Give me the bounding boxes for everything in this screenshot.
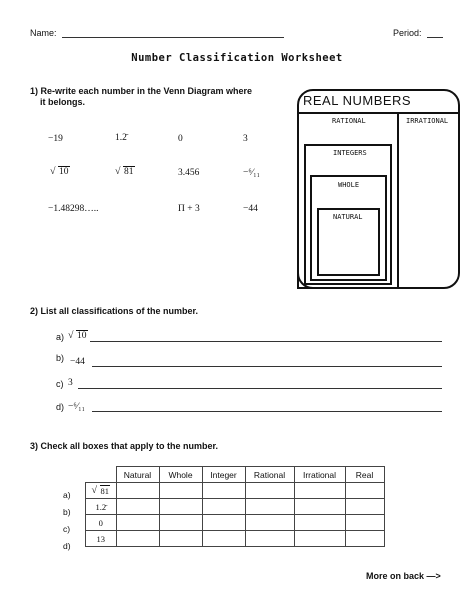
- column-header: Natural: [116, 467, 159, 483]
- check-cell[interactable]: [202, 499, 245, 515]
- radicand: 81: [124, 167, 134, 177]
- row-value: 13: [86, 531, 117, 547]
- q1-number: 1.2̄: [115, 133, 127, 143]
- check-cell[interactable]: [159, 483, 202, 499]
- table-row: [86, 515, 385, 531]
- q2-answer-line-a[interactable]: [90, 341, 442, 342]
- check-cell[interactable]: [116, 531, 159, 547]
- check-cell[interactable]: [345, 483, 384, 499]
- venn-integers-label: INTEGERS: [333, 149, 367, 157]
- column-header: Rational: [245, 467, 294, 483]
- table-row: [86, 499, 385, 515]
- check-cell[interactable]: [202, 483, 245, 499]
- q1-prompt-line1: 1) Re-write each number in the Venn Diagram where: [30, 86, 253, 96]
- q2-value: −44: [70, 357, 85, 367]
- page-title: Number Classification Worksheet: [131, 52, 343, 64]
- classification-table: [85, 466, 385, 547]
- check-cell[interactable]: [294, 499, 345, 515]
- row-value: 1.2̄: [86, 499, 117, 515]
- name-field[interactable]: [62, 37, 284, 38]
- q1-number: √ 81: [115, 166, 134, 177]
- venn-natural-label: NATURAL: [333, 213, 363, 221]
- q3-row-letter: c): [63, 524, 71, 534]
- check-cell[interactable]: [294, 483, 345, 499]
- check-cell[interactable]: [159, 499, 202, 515]
- check-cell[interactable]: [345, 531, 384, 547]
- name-label: Name:: [30, 28, 57, 38]
- q2-answer-line-c[interactable]: [78, 388, 442, 389]
- column-header: Integer: [202, 467, 245, 483]
- check-cell[interactable]: [245, 531, 294, 547]
- q1-number: −44: [243, 204, 258, 214]
- check-cell[interactable]: [116, 499, 159, 515]
- check-cell[interactable]: [159, 515, 202, 531]
- q2-answer-line-b[interactable]: [92, 366, 442, 367]
- check-cell[interactable]: [159, 531, 202, 547]
- q1-number: −1.48298…..: [48, 204, 99, 214]
- radicand: 10: [59, 167, 69, 177]
- q2-value: √ 10: [68, 330, 87, 341]
- q2-letter: c): [56, 379, 64, 389]
- radicand: 10: [77, 331, 87, 341]
- check-cell[interactable]: [345, 515, 384, 531]
- venn-whole-label: WHOLE: [338, 181, 360, 189]
- row-value: 0: [86, 515, 117, 531]
- check-cell[interactable]: [245, 483, 294, 499]
- column-header: Real: [345, 467, 384, 483]
- radicand: 81: [100, 485, 109, 496]
- q3-row-letter: a): [63, 490, 71, 500]
- table-row: [86, 531, 385, 547]
- q2-letter: d): [56, 402, 65, 412]
- check-cell[interactable]: [116, 483, 159, 499]
- q3-prompt: 3) Check all boxes that apply to the number.: [30, 441, 219, 451]
- check-cell[interactable]: [294, 515, 345, 531]
- column-header: Whole: [159, 467, 202, 483]
- venn-irrational-label: IRRATIONAL: [406, 117, 449, 125]
- q3-row-letters: [63, 487, 71, 555]
- check-cell[interactable]: [202, 515, 245, 531]
- q1-number: 0: [178, 134, 183, 144]
- q3-row-letter: b): [63, 507, 71, 517]
- check-cell[interactable]: [116, 515, 159, 531]
- period-label: Period:: [393, 28, 422, 38]
- q2-letter: b): [56, 353, 65, 363]
- check-cell[interactable]: [294, 531, 345, 547]
- check-cell[interactable]: [245, 515, 294, 531]
- column-header: Irrational: [294, 467, 345, 483]
- table-row: [86, 483, 385, 499]
- venn-title: REAL NUMBERS: [303, 93, 412, 108]
- q2-value: −⁶⁄₁₁: [68, 402, 85, 412]
- q1-number: √ 10: [50, 166, 69, 177]
- q3-row-letter: d): [63, 541, 71, 551]
- q1-number: −19: [48, 134, 63, 144]
- q2-prompt: 2) List all classifications of the number.: [30, 306, 199, 316]
- q2-value: 3: [68, 378, 73, 388]
- q1-prompt-line2: it belongs.: [40, 97, 85, 107]
- table-header-row: [86, 467, 385, 483]
- q1-number: 3: [243, 134, 248, 144]
- q2-answer-line-d[interactable]: [92, 411, 442, 412]
- check-cell[interactable]: [202, 531, 245, 547]
- row-value: √ 81: [86, 483, 117, 499]
- q1-number: 3.456: [178, 168, 200, 178]
- venn-rational-label: RATIONAL: [332, 117, 366, 125]
- more-on-back: More on back —>: [366, 571, 441, 581]
- q1-number: −⁶⁄₁₁: [243, 168, 260, 178]
- q2-letter: a): [56, 332, 65, 342]
- q1-number: Π + 3: [178, 204, 200, 214]
- period-field[interactable]: [427, 37, 443, 38]
- check-cell[interactable]: [245, 499, 294, 515]
- check-cell[interactable]: [345, 499, 384, 515]
- table-corner: [86, 467, 117, 483]
